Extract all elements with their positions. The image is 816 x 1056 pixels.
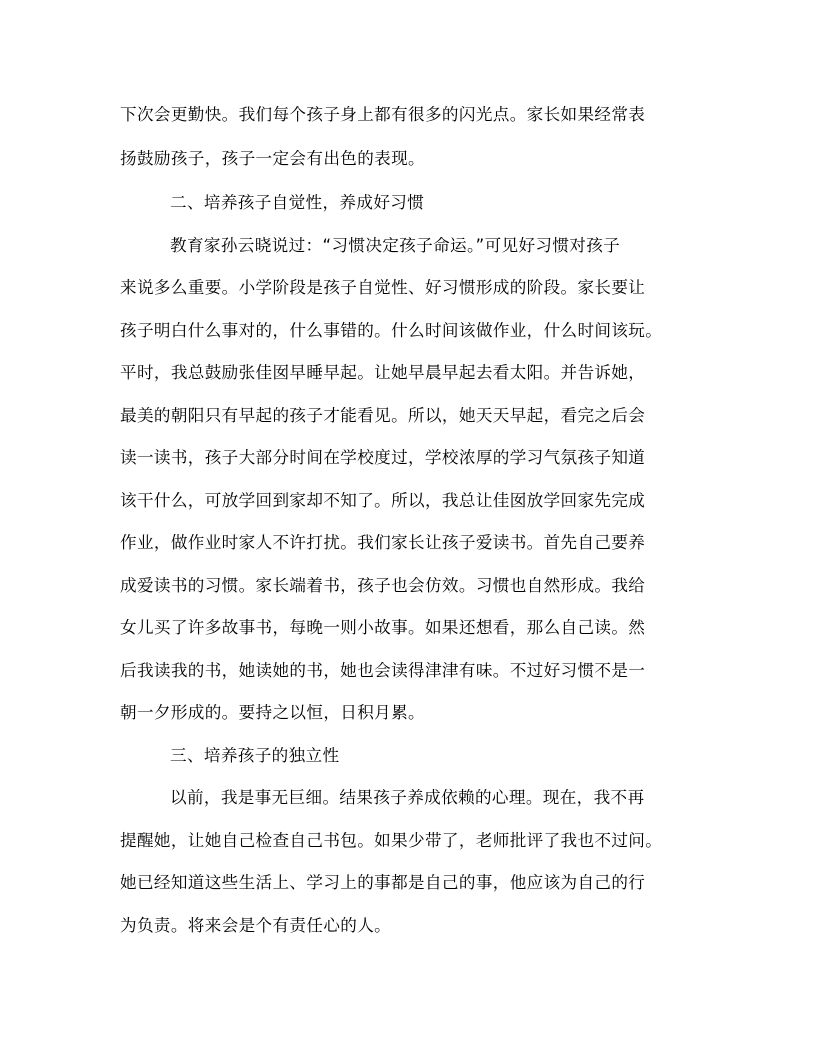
paragraph-line: 最美的朝阳只有早起的孩子才能看见。所以，她天天早起，看完之后会 bbox=[120, 406, 646, 425]
paragraph-line: 该干什么，可放学回到家却不知了。所以，我总让佳囡放学回家先完成 bbox=[120, 491, 646, 510]
paragraph-line: 为负责。将来会是个有责任心的人。 bbox=[120, 916, 392, 935]
paragraph-line: 下次会更勤快。我们每个孩子身上都有很多的闪光点。家长如果经常表 bbox=[120, 105, 646, 124]
paragraph-line: 来说多么重要。小学阶段是孩子自觉性、好习惯形成的阶段。家长要让 bbox=[120, 278, 646, 297]
paragraph-line: 教育家孙云晓说过：“习惯决定孩子命运。”可见好习惯对孩子 bbox=[170, 236, 621, 255]
paragraph-line: 平时，我总鼓励张佳囡早睡早起。让她早晨早起去看太阳。并告诉她， bbox=[120, 363, 646, 382]
paragraph-line: 以前，我是事无巨细。结果孩子养成依赖的心理。现在，我不再 bbox=[170, 788, 645, 807]
paragraph-line: 女儿买了许多故事书，每晚一则小故事。如果还想看，那么自己读。然 bbox=[120, 618, 646, 637]
paragraph-line: 成爱读书的习惯。家长端着书，孩子也会仿效。习惯也自然形成。我给 bbox=[120, 576, 646, 595]
paragraph-line: 孩子明白什么事对的，什么事错的。什么时间该做作业，什么时间该玩。 bbox=[120, 321, 663, 340]
paragraph-line: 读一读书，孩子大部分时间在学校度过，学校浓厚的学习气氛孩子知道 bbox=[120, 448, 646, 467]
paragraph-line: 扬鼓励孩子，孩子一定会有出色的表现。 bbox=[120, 149, 425, 168]
paragraph-line: 作业，做作业时家人不许打扰。我们家长让孩子爱读书。首先自己要养 bbox=[120, 533, 646, 552]
section-heading: 二、培养孩子自觉性，养成好习惯 bbox=[170, 193, 425, 212]
paragraph-line: 朝一夕形成的。要持之以恒，日积月累。 bbox=[120, 703, 425, 722]
paragraph-line: 后我读我的书，她读她的书，她也会读得津津有味。不过好习惯不是一 bbox=[120, 661, 646, 680]
paragraph-line: 提醒她，让她自己检查自己书包。如果少带了，老师批评了我也不过问。 bbox=[120, 831, 663, 850]
paragraph-line: 她已经知道这些生活上、学习上的事都是自己的事，他应该为自己的行 bbox=[120, 873, 646, 892]
section-heading: 三、培养孩子的独立性 bbox=[170, 746, 340, 765]
